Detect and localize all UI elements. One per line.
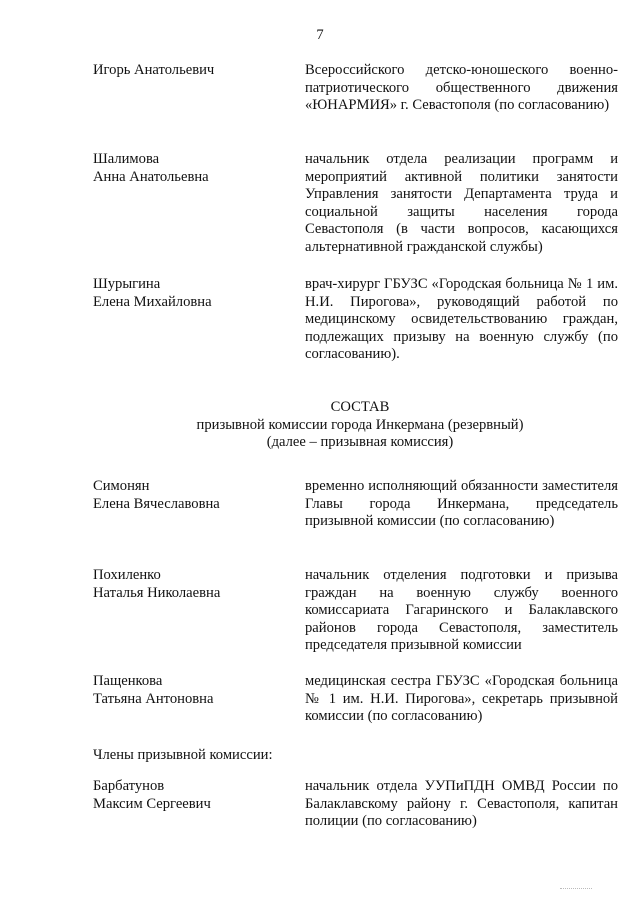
person-given-names: Наталья Николаевна	[93, 584, 221, 601]
section-heading	[0, 399, 640, 452]
person-name	[93, 151, 293, 186]
members-label: Члены призывной комиссии:	[93, 747, 273, 763]
person-surname: Пащенкова	[93, 673, 163, 689]
person-surname: Похиленко	[93, 567, 161, 583]
person-name	[93, 478, 293, 513]
person-role: врач-хирург ГБУЗС «Городская больница № 1 им. Н.И. Пирогова», руководящий работой по медицинскому освидетельствованию граждан, подлежащих призыву на военную службу (по согласованию).	[305, 276, 618, 362]
person-role: медицинская сестра ГБУЗС «Городская больница № 1 им. Н.И. Пирогова», секретарь призывной комиссии (по согласованию)	[305, 673, 618, 724]
page-number: 7	[316, 27, 324, 43]
person-role: временно исполняющий обязанности заместителя Главы города Инкермана, председатель призывной комиссии (по согласованию)	[305, 478, 618, 529]
person-name	[93, 673, 293, 708]
person-surname: Симонян	[93, 478, 150, 494]
person-surname: Барбатунов	[93, 778, 165, 794]
section-title: СОСТАВ	[330, 399, 390, 415]
person-given-names: Елена Вячеславовна	[93, 495, 220, 512]
person-name	[93, 276, 293, 311]
person-role: начальник отделения подготовки и призыва граждан на военную службу военного комиссариата Гагаринского и Балаклавского районов города Севастополя, заместитель председателя призывной комиссии	[305, 567, 618, 653]
person-role: Всероссийского детско-юношеского военно-патриотического общественного движения «ЮНАРМИЯ» г. Севастополя (по согласованию)	[305, 62, 618, 113]
scan-mark	[560, 888, 592, 891]
person-given-names: Елена Михайловна	[93, 293, 212, 310]
person-given-names: Татьяна Антоновна	[93, 690, 214, 707]
person-role: начальник отдела УУПиПДН ОМВД России по Балаклавскому району г. Севастополя, капитан полиции (по согласованию)	[305, 778, 618, 829]
person-name	[93, 62, 293, 80]
person-surname: Шалимова	[93, 151, 160, 167]
person-given-names: Максим Сергеевич	[93, 795, 211, 812]
section-note: (далее – призывная комиссия)	[266, 434, 454, 450]
person-name-line: Игорь Анатольевич	[93, 62, 215, 78]
person-name	[93, 567, 293, 602]
person-given-names: Анна Анатольевна	[93, 168, 209, 185]
person-role: начальник отдела реализации программ и мероприятий активной политики занятости Управления занятости Департамента труда и социальной защиты населения города Севастополя (в части вопросов, касающихся альтернативной гражданской службы)	[305, 151, 618, 255]
person-name	[93, 778, 293, 813]
person-surname: Шурыгина	[93, 276, 161, 292]
section-subtitle: призывной комиссии города Инкермана (резервный)	[196, 416, 524, 433]
